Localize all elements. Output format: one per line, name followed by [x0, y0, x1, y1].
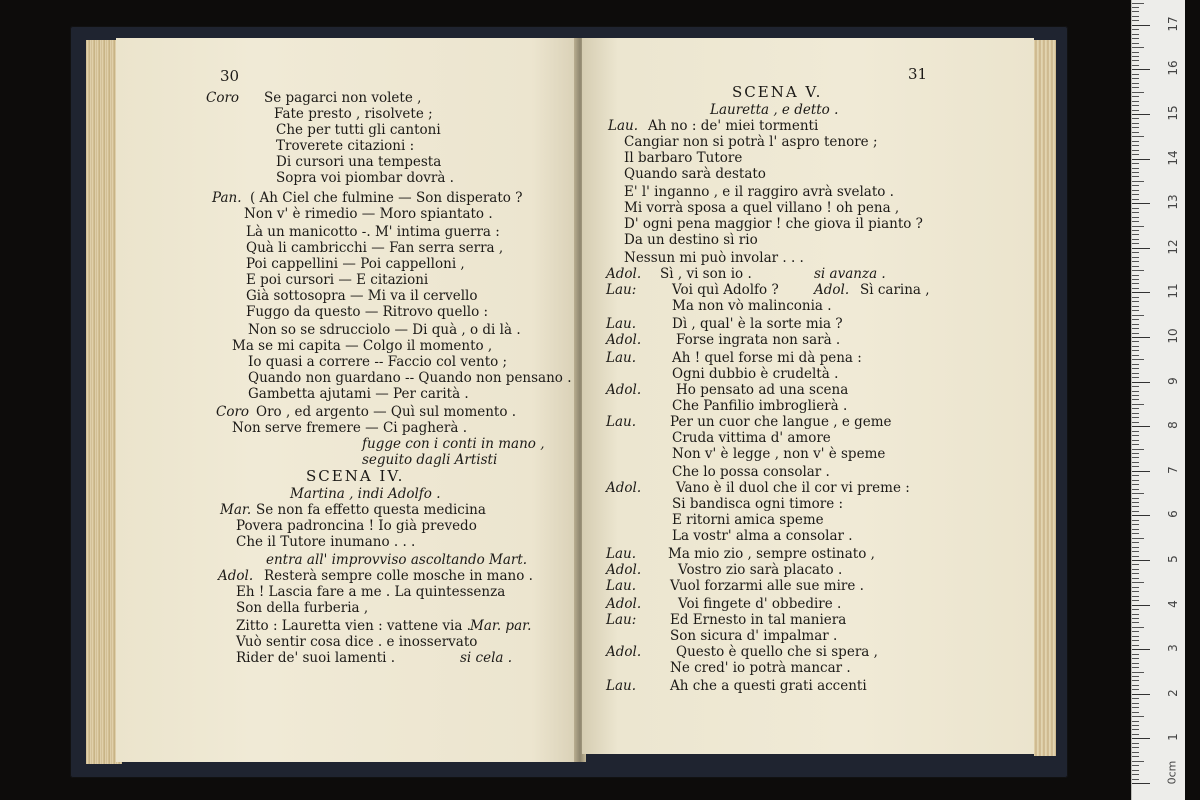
- ruler-tick: [1132, 520, 1139, 521]
- verse-line: Ne cred' io potrà mancar .: [670, 660, 851, 676]
- ruler-tick: [1132, 636, 1139, 637]
- verse-line: Non v' è legge , non v' è speme: [672, 446, 886, 462]
- ruler-tick: [1132, 725, 1139, 726]
- ruler-tick: [1132, 524, 1139, 525]
- verse-line: Fate presto , risolvete ;: [274, 106, 433, 122]
- ruler-tick: [1132, 279, 1139, 280]
- verse-line: La vostr' alma a consolar .: [672, 528, 853, 544]
- ruler-tick: [1132, 658, 1139, 659]
- ruler-tick: [1132, 261, 1139, 262]
- ruler-tick: [1132, 136, 1144, 137]
- ruler-tick: [1132, 640, 1139, 641]
- ruler-tick: [1132, 266, 1139, 267]
- ruler-tick: [1132, 774, 1139, 775]
- verse-line: Ho pensato ad una scena: [676, 382, 849, 398]
- verse-line: Ma non vò malinconia .: [672, 298, 832, 314]
- verse-line: Rider de' suoi lamenti .: [236, 650, 396, 666]
- ruler-tick: [1132, 257, 1139, 258]
- verse-line: Ma se mi capita — Colgo il momento ,: [232, 338, 493, 354]
- ruler-tick: [1132, 11, 1139, 12]
- verse-line: Già sottosopra — Mi va il cervello: [246, 288, 478, 304]
- verse-line: Zitto : Lauretta vien : vattene via .: [236, 618, 471, 634]
- ruler-tick: [1132, 493, 1144, 494]
- scene-heading: SCENA V.: [732, 83, 823, 101]
- ruler-number: 5: [1166, 555, 1180, 563]
- ruler-tick: [1132, 275, 1139, 276]
- ruler-tick: [1132, 226, 1144, 227]
- ruler-tick: [1132, 498, 1139, 499]
- ruler-tick: [1132, 337, 1150, 338]
- speaker-label: Adol.: [814, 282, 850, 298]
- ruler-tick: [1132, 221, 1139, 222]
- ruler-tick: [1132, 105, 1139, 106]
- verse-line: Forse ingrata non sarà .: [676, 332, 841, 348]
- ruler-tick: [1132, 560, 1150, 561]
- speaker-label: Lau.: [606, 350, 636, 366]
- ruler-tick: [1132, 489, 1139, 490]
- left-page: [116, 38, 578, 762]
- ruler-tick: [1132, 765, 1139, 766]
- ruler-tick: [1132, 627, 1144, 628]
- verse-line: Sopra voi piombar dovrà .: [276, 170, 454, 186]
- page-number: 30: [220, 67, 240, 85]
- speaker-label: Adol.: [606, 382, 642, 398]
- ruler-tick: [1132, 667, 1139, 668]
- verse-line: Son sicura d' impalmar .: [670, 628, 838, 644]
- ruler-tick: [1132, 127, 1139, 128]
- ruler-tick: [1132, 74, 1139, 75]
- ruler-tick: [1132, 310, 1139, 311]
- verse-line: Se pagarci non volete ,: [264, 90, 422, 106]
- speaker-label: Lau.: [606, 546, 636, 562]
- speaker-label: Adol.: [606, 562, 642, 578]
- right-page: [582, 38, 1034, 754]
- ruler-tick: [1132, 605, 1150, 606]
- verse-line: Che il Tutore inumano . . .: [236, 534, 416, 550]
- ruler-tick: [1132, 564, 1139, 565]
- page-edges-right: [1034, 40, 1056, 756]
- ruler-tick: [1132, 783, 1150, 784]
- ruler-tick: [1132, 132, 1139, 133]
- ruler-tick: [1132, 292, 1150, 293]
- ruler-tick: [1132, 230, 1139, 231]
- ruler-tick: [1132, 484, 1139, 485]
- ruler-tick: [1132, 747, 1139, 748]
- speaker-label: Lau:: [606, 282, 637, 298]
- ruler-tick: [1132, 417, 1139, 418]
- speaker-label: Mar.: [220, 502, 252, 518]
- ruler-tick: [1132, 600, 1139, 601]
- ruler-tick: [1132, 190, 1139, 191]
- ruler-number: 9: [1166, 377, 1180, 385]
- ruler-tick: [1132, 591, 1139, 592]
- ruler-tick: [1132, 440, 1139, 441]
- ruler-tick: [1132, 145, 1139, 146]
- verse-line: Povera padroncina ! Io già prevedo: [236, 518, 477, 534]
- speaker-label: Lau.: [606, 414, 636, 430]
- ruler-tick: [1132, 47, 1144, 48]
- ruler-tick: [1132, 52, 1139, 53]
- ruler-tick: [1132, 449, 1144, 450]
- speaker-label: Adol.: [606, 596, 642, 612]
- verse-line: Voi quì Adolfo ?: [672, 282, 779, 298]
- ruler-tick: [1132, 502, 1139, 503]
- verse-line: Ah ! quel forse mi dà pena :: [672, 350, 862, 366]
- ruler-tick: [1132, 25, 1150, 26]
- ruler-tick: [1132, 743, 1139, 744]
- verse-line: Vuò sentir cosa dice . e inosservato: [236, 634, 478, 650]
- ruler-tick: [1132, 248, 1150, 249]
- ruler-tick: [1132, 203, 1150, 204]
- ruler-number: 7: [1166, 466, 1180, 474]
- ruler-tick: [1132, 194, 1139, 195]
- ruler-unit-label: 0cm: [1165, 760, 1179, 785]
- verse-line: Ah che a questi grati accenti: [670, 678, 867, 694]
- ruler-tick: [1132, 243, 1139, 244]
- ruler-tick: [1132, 16, 1139, 17]
- speaker-label: Adol.: [606, 266, 642, 282]
- ruler-tick: [1132, 346, 1139, 347]
- verse-line: Si bandisca ogni timore :: [672, 496, 844, 512]
- speaker-label: Coro: [206, 90, 240, 106]
- verse-line: Questo è quello che si spera ,: [676, 644, 878, 660]
- ruler-tick: [1132, 573, 1139, 574]
- ruler-tick: [1132, 297, 1139, 298]
- ruler-tick: [1132, 707, 1139, 708]
- verse-line: Non v' è rimedio — Moro spiantato .: [244, 206, 493, 222]
- ruler-tick: [1132, 511, 1139, 512]
- ruler-number: 4: [1166, 600, 1180, 608]
- ruler-tick: [1132, 734, 1139, 735]
- ruler-tick: [1132, 319, 1139, 320]
- ruler-tick: [1132, 413, 1139, 414]
- ruler-tick: [1132, 114, 1150, 115]
- ruler-tick: [1132, 466, 1139, 467]
- ruler-tick: [1132, 761, 1144, 762]
- ruler-tick: [1132, 471, 1150, 472]
- ruler-number: 14: [1166, 150, 1180, 166]
- ruler-number: 16: [1166, 60, 1180, 76]
- ruler-tick: [1132, 631, 1139, 632]
- ruler-tick: [1132, 382, 1150, 383]
- ruler-tick: [1132, 141, 1139, 142]
- stage-direction: Mar. par.: [470, 618, 532, 634]
- ruler-tick: [1132, 350, 1139, 351]
- verse-line: Mi vorrà sposa a quel villano ! oh pena ,: [624, 200, 900, 216]
- ruler-tick: [1132, 444, 1139, 445]
- ruler-tick: [1132, 306, 1139, 307]
- ruler-tick: [1132, 391, 1139, 392]
- ruler-tick: [1132, 578, 1139, 579]
- ruler-number: 17: [1166, 16, 1180, 32]
- ruler-tick: [1132, 208, 1139, 209]
- ruler-tick: [1132, 239, 1139, 240]
- verse-line: Sì , vi son io .: [660, 266, 752, 282]
- speaker-label: Lau.: [606, 678, 636, 694]
- ruler-tick: [1132, 654, 1139, 655]
- ruler-tick: [1132, 154, 1139, 155]
- ruler-tick: [1132, 333, 1139, 334]
- ruler-tick: [1132, 547, 1139, 548]
- verse-line: Gambetta ajutami — Per carità .: [248, 386, 469, 402]
- verse-line: Ma mio zio , sempre ostinato ,: [668, 546, 875, 562]
- verse-line: Ogni dubbio è crudeltà .: [672, 366, 839, 382]
- stage-direction: si avanza .: [814, 266, 886, 282]
- ruler-tick: [1132, 506, 1139, 507]
- ruler-tick: [1132, 529, 1139, 530]
- ruler-tick: [1132, 475, 1139, 476]
- verse-line: ( Ah Ciel che fulmine — Son disperato ?: [250, 190, 523, 206]
- speaker-label: Adol.: [606, 332, 642, 348]
- ruler-tick: [1132, 395, 1139, 396]
- ruler-tick: [1132, 359, 1144, 360]
- ruler-tick: [1132, 185, 1139, 186]
- verse-line: Voi fingete d' obbedire .: [678, 596, 842, 612]
- ruler-tick: [1132, 301, 1139, 302]
- ruler-tick: [1132, 404, 1144, 405]
- scene-heading: SCENA IV.: [306, 467, 405, 485]
- speaker-label: Adol.: [218, 568, 254, 584]
- ruler-tick: [1132, 101, 1139, 102]
- verse-line: Oro , ed argento — Quì sul momento .: [256, 404, 517, 420]
- stage-direction: fugge con i conti in mano ,: [362, 436, 545, 452]
- ruler-tick: [1132, 92, 1144, 93]
- ruler-tick: [1132, 752, 1139, 753]
- verse-line: E poi cursori — E citazioni: [246, 272, 429, 288]
- ruler-tick: [1132, 721, 1139, 722]
- verse-line: Sì carina ,: [860, 282, 930, 298]
- ruler-tick: [1132, 408, 1139, 409]
- ruler-tick: [1132, 34, 1139, 35]
- ruler-tick: [1132, 729, 1139, 730]
- stage-direction: si cela .: [460, 650, 513, 666]
- ruler-tick: [1132, 422, 1139, 423]
- ruler-number: 3: [1166, 644, 1180, 652]
- verse-line: E' l' inganno , e il raggiro avrà svelato .: [624, 184, 894, 200]
- ruler-tick: [1132, 373, 1139, 374]
- verse-line: Poi cappellini — Poi cappelloni ,: [246, 256, 465, 272]
- ruler-tick: [1132, 680, 1139, 681]
- stage-direction: seguito dagli Artisti: [362, 452, 498, 468]
- stage-direction: Lauretta , e detto .: [710, 102, 839, 118]
- ruler-tick: [1132, 377, 1139, 378]
- verse-line: Se non fa effetto questa medicina: [256, 502, 486, 518]
- ruler-tick: [1132, 159, 1150, 160]
- ruler-number: 6: [1166, 510, 1180, 518]
- ruler-tick: [1132, 582, 1144, 583]
- ruler-tick: [1132, 622, 1139, 623]
- speaker-label: Adol.: [606, 644, 642, 660]
- verse-line: D' ogni pena maggior ! che giova il pianto ?: [624, 216, 923, 232]
- ruler-tick: [1132, 29, 1139, 30]
- ruler-tick: [1132, 480, 1139, 481]
- ruler-tick: [1132, 542, 1139, 543]
- verse-line: Quà li cambricchi — Fan serra serra ,: [246, 240, 504, 256]
- verse-line: Troverete citazioni :: [276, 138, 415, 154]
- ruler-tick: [1132, 43, 1139, 44]
- ruler-tick: [1132, 386, 1139, 387]
- ruler-tick: [1132, 212, 1139, 213]
- ruler-tick: [1132, 96, 1139, 97]
- speaker-label: Lau.: [606, 316, 636, 332]
- ruler-tick: [1132, 756, 1139, 757]
- verse-line: Non so se sdrucciolo — Di quà , o di là .: [248, 322, 521, 338]
- ruler-tick: [1132, 676, 1139, 677]
- ruler-number: 11: [1166, 283, 1180, 299]
- verse-line: Resterà sempre colle mosche in mano .: [264, 568, 533, 584]
- ruler-tick: [1132, 283, 1139, 284]
- ruler-tick: [1132, 556, 1139, 557]
- ruler-number: 1: [1166, 733, 1180, 741]
- verse-line: Quando non guardano -- Quando non pensano .: [248, 370, 572, 386]
- verse-line: Per un cuor che langue , e geme: [670, 414, 892, 430]
- verse-line: Cangiar non si potrà l' aspro tenore ;: [624, 134, 878, 150]
- page-number: 31: [908, 65, 928, 83]
- ruler-number: 12: [1166, 239, 1180, 255]
- ruler-tick: [1132, 87, 1139, 88]
- ruler-tick: [1132, 770, 1139, 771]
- ruler-tick: [1132, 435, 1139, 436]
- ruler-tick: [1132, 538, 1144, 539]
- ruler-tick: [1132, 738, 1150, 739]
- verse-line: Che lo possa consolar .: [672, 464, 830, 480]
- ruler-tick: [1132, 689, 1139, 690]
- ruler-tick: [1132, 341, 1139, 342]
- ruler-tick: [1132, 618, 1139, 619]
- ruler-tick: [1132, 324, 1139, 325]
- verse-line: Nessun mi può involar . . .: [624, 250, 804, 266]
- ruler-number: 13: [1166, 194, 1180, 210]
- stage-direction: Martina , indi Adolfo .: [290, 486, 441, 502]
- ruler-tick: [1132, 163, 1139, 164]
- stage-direction: entra all' improvviso ascoltando Mart.: [266, 552, 528, 568]
- verse-line: Quando sarà destato: [624, 166, 766, 182]
- ruler-tick: [1132, 649, 1150, 650]
- verse-line: Il barbaro Tutore: [624, 150, 743, 166]
- verse-line: Da un destino sì rio: [624, 232, 758, 248]
- ruler-tick: [1132, 270, 1144, 271]
- ruler-tick: [1132, 110, 1139, 111]
- ruler-tick: [1132, 217, 1139, 218]
- verse-line: Vostro zio sarà placato .: [678, 562, 843, 578]
- ruler-tick: [1132, 569, 1139, 570]
- ruler-tick: [1132, 645, 1139, 646]
- verse-line: Son della furberia ,: [236, 600, 369, 616]
- ruler-tick: [1132, 78, 1139, 79]
- ruler-tick: [1132, 716, 1144, 717]
- verse-line: Che Panfilio imbroglierà .: [672, 398, 848, 414]
- ruler-tick: [1132, 515, 1150, 516]
- verse-line: Eh ! Lascia fare a me . La quintessenza: [236, 584, 506, 600]
- ruler-number: 2: [1166, 689, 1180, 697]
- ruler-tick: [1132, 199, 1139, 200]
- ruler-tick: [1132, 38, 1139, 39]
- verse-line: E ritorni amica speme: [672, 512, 824, 528]
- ruler-tick: [1132, 150, 1139, 151]
- ruler-tick: [1132, 234, 1139, 235]
- ruler-tick: [1132, 609, 1139, 610]
- ruler-tick: [1132, 453, 1139, 454]
- ruler-tick: [1132, 181, 1144, 182]
- verse-line: Che per tutti gli cantoni: [276, 122, 441, 138]
- measurement-ruler: [1131, 0, 1185, 800]
- verse-line: Io quasi a correre -- Faccio col vento ;: [248, 354, 508, 370]
- speaker-label: Lau:: [606, 612, 637, 628]
- ruler-tick: [1132, 698, 1139, 699]
- ruler-tick: [1132, 123, 1139, 124]
- verse-line: Dì , qual' è la sorte mia ?: [672, 316, 843, 332]
- verse-line: Ah no : de' miei tormenti: [648, 118, 819, 134]
- speaker-label: Pan.: [212, 190, 242, 206]
- ruler-tick: [1132, 368, 1139, 369]
- ruler-tick: [1132, 399, 1139, 400]
- ruler-tick: [1132, 462, 1139, 463]
- ruler-tick: [1132, 60, 1139, 61]
- ruler-tick: [1132, 168, 1139, 169]
- verse-line: Fuggo da questo — Ritrovo quello :: [246, 304, 489, 320]
- ruler-tick: [1132, 7, 1139, 8]
- ruler-tick: [1132, 83, 1139, 84]
- ruler-tick: [1132, 3, 1144, 4]
- ruler-tick: [1132, 779, 1139, 780]
- ruler-tick: [1132, 69, 1150, 70]
- verse-line: Vuol forzarmi alle sue mire .: [670, 578, 864, 594]
- ruler-tick: [1132, 685, 1139, 686]
- ruler-tick: [1132, 551, 1139, 552]
- ruler-tick: [1132, 288, 1139, 289]
- ruler-tick: [1132, 596, 1139, 597]
- ruler-number: 10: [1166, 328, 1180, 344]
- ruler-tick: [1132, 176, 1139, 177]
- ruler-tick: [1132, 172, 1139, 173]
- ruler-tick: [1132, 355, 1139, 356]
- ruler-tick: [1132, 533, 1139, 534]
- ruler-tick: [1132, 703, 1139, 704]
- ruler-number: 8: [1166, 421, 1180, 429]
- ruler-tick: [1132, 65, 1139, 66]
- ruler-tick: [1132, 364, 1139, 365]
- speaker-label: Lau.: [606, 578, 636, 594]
- ruler-tick: [1132, 252, 1139, 253]
- verse-line: Vano è il duol che il cor vi preme :: [676, 480, 910, 496]
- ruler-tick: [1132, 663, 1139, 664]
- ruler-number: 15: [1166, 105, 1180, 121]
- speaker-label: Adol.: [606, 480, 642, 496]
- ruler-tick: [1132, 614, 1139, 615]
- ruler-tick: [1132, 315, 1144, 316]
- speaker-label: Lau.: [608, 118, 638, 134]
- ruler-tick: [1132, 56, 1139, 57]
- verse-line: Cruda vittima d' amore: [672, 430, 831, 446]
- ruler-tick: [1132, 426, 1150, 427]
- ruler-tick: [1132, 712, 1139, 713]
- ruler-tick: [1132, 328, 1139, 329]
- verse-line: Là un manicotto -. M' intima guerra :: [246, 224, 500, 240]
- ruler-tick: [1132, 457, 1139, 458]
- ruler-tick: [1132, 431, 1139, 432]
- verse-line: Non serve fremere — Ci pagherà .: [232, 420, 467, 436]
- verse-line: Ed Ernesto in tal maniera: [670, 612, 847, 628]
- ruler-tick: [1132, 20, 1139, 21]
- verse-line: Di cursori una tempesta: [276, 154, 442, 170]
- ruler-tick: [1132, 118, 1139, 119]
- ruler-tick: [1132, 587, 1139, 588]
- ruler-tick: [1132, 694, 1150, 695]
- ruler-tick: [1132, 672, 1144, 673]
- speaker-label: Coro: [216, 404, 250, 420]
